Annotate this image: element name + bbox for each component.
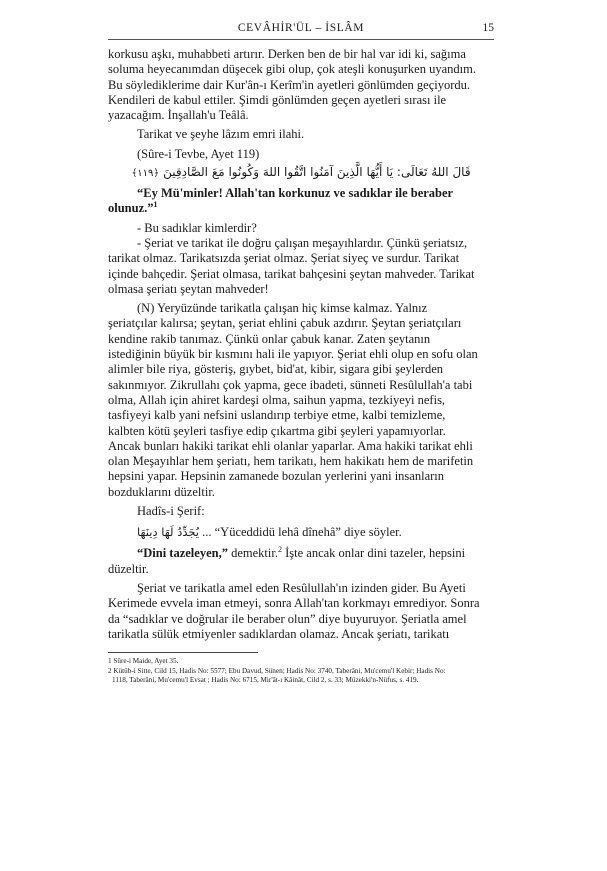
footnote-2-cont: 1118, Taberâni, Mu'cemu'l Evsat ; Hadis No: 6715, Mir'ât-ı Kâinât, Cild 2, s. 33; Müzekki'n-Nüfus, s. 419. (112, 676, 419, 685)
hadis-line (108, 523, 494, 542)
text-line: bozduklarını düzeltir. (108, 484, 215, 499)
ayah-number-mark: ﴿١١٩﴾ (131, 168, 160, 180)
header-rule (108, 39, 494, 40)
footnote-1: 1 Sûre-i Maide, Ayet 35. (108, 657, 179, 665)
arabic-verse-text: قَالَ اللهُ تَعَالَى: يَا أَيُّهَا الَّذِينَ آمَنُوا اتَّقُوا اللهَ وَكُونُوا مَعَ الصَّادِقِينَ (163, 165, 471, 180)
quote-end: olunuz.” (108, 201, 154, 216)
footnotes (108, 657, 494, 686)
text-line (108, 546, 494, 561)
text-line: olma, Allah için ahiret kardeşi olma, saihun yapma, tezkiyeyi nefis, (108, 392, 446, 407)
text-line: tasfiyeyi kalb yani nefsini uslandırıp terbiye etme, kalbi temizleme, (108, 408, 446, 423)
footnote-marker: 1 (153, 200, 158, 210)
text-line: tarikatla sülük etmiyenler sadıklardan olamaz. Ancak şeriatı, tarikatı (108, 626, 450, 641)
dini-paragraph (108, 546, 494, 577)
text-line: da “sadıklar ve doğrular ile beraber olun” diye buyuruyor. Şeriatla amel (108, 611, 467, 626)
arabic-verse (108, 163, 494, 183)
text-line (108, 201, 494, 216)
text-line: olan Meşayıhlar hem şeriatı, hem tarikatı, hem hakikatı hem de marifetin (108, 454, 474, 469)
note-paragraph (108, 301, 494, 500)
hadis-dots: ... (202, 525, 212, 540)
text-line: soluma heyecanımdan düşecek gibi olup, çok ateşli konuşurken uyandım. (108, 62, 476, 77)
text-line: yazacağım. İnşallah'u Teâlâ. (108, 108, 249, 123)
text-line: kalbten kötü şeyleri tasfiye edip çıkartma gibi şeyleri yapamıyorlar. (108, 423, 446, 438)
page-number: 15 (482, 22, 494, 34)
dini-text-cont: İşte ancak onlar dini tazeler, hepsini (281, 546, 466, 561)
text-line: istediğinin büyük bir kısmını hali ile yapıyor. Şeriat ehli olup en sofu olan (108, 347, 478, 362)
text-line: Kendileri de kabul ettiler. Şimdi gönlümden geçen ayetleri sırası ile (108, 92, 447, 107)
text-line: kendine rakib tanımaz. Çünkü onlar çabuk kanar. Zaten şeytanın (108, 331, 431, 346)
paragraph-dream (108, 47, 494, 123)
text-line: Kerimede evvela iman etmeyi, sonra Allah'tan korkmayı emrediyor. Sonra (108, 596, 480, 611)
text-line: korkusu aşkı, muhabbeti artırır. Derken ben de bir hal var idi ki, sağıma (108, 47, 466, 61)
text-line: hepsini yapar. Hepsinin zamanede bozulan yerlerini yani insanların (108, 469, 444, 484)
verse-reference: (Sûre-i Tevbe, Ayet 119) (137, 146, 260, 161)
text-line: olmasa şeriatı şeytan mahveder! (108, 281, 269, 296)
page-header (108, 22, 494, 44)
text-line: Şeriat ve tarikatla amel eden Resûlullah'ın izinden gider. Bu Ayeti (137, 580, 466, 595)
text-line: (N) Yeryüzünde tarikatla çalışan hiç kimse kalmaz. Yalnız (137, 301, 428, 316)
tarikat-heading: Tarikat ve şeyhe lâzım emri ilahi. (137, 127, 305, 142)
text-line: düzeltir. (108, 561, 149, 576)
text-line: - Şeriat ve tarikat ile doğru çalışan meşayıhlardır. Çünkü şeriatsız, (137, 235, 468, 250)
footnote-marker: 2 (277, 545, 282, 555)
hadis-label: Hadîs-i Şerif: (137, 504, 205, 519)
page-body (108, 47, 494, 642)
running-title: CEVÂHİR'ÜL – İSLÂM (237, 22, 365, 34)
text-line: sakınmıyor. Zikrullahı çok yapma, gece ibadeti, sünneti Resûlullah'a tabi (108, 377, 473, 392)
hadis-arabic: يُجَدِّدُ لَهَا دِينَهَا (137, 525, 199, 540)
text-line: alimler bile riya, gösteriş, gıybet, bid'at, kibir, sigara gibi şeylerden (108, 362, 443, 377)
footnote-rule (108, 652, 258, 653)
hadis-transliteration: “Yüceddidü lehâ dînehâ” diye söyler. (214, 525, 402, 540)
question-line: - Bu sadıklar kimlerdir? (137, 220, 257, 235)
text-line: Ancak bunları hakiki tarikat ehli olanlar yaparlar. Ama hakiki tarikat ehli (108, 438, 473, 453)
text-line: tarikat olmaz. Tarikatsızda şeriat olmaz. Şeriat siyeç ve surdur. Tarikat (108, 251, 460, 266)
text-line: içinde bahçedir. Şeriat olmasa, tarikat bahçesini şeytan mahveder. Tarikat (108, 266, 475, 281)
footnote-2: 2 Kütüb-i Sitte, Cild 15, Hadis No: 5577; Ebu Davud, Sünen; Hadis No: 3740, Taberâni, Mu'cemu'l Kebir; Hadis No: (108, 666, 446, 675)
last-paragraph (108, 581, 494, 642)
text-line: “Ey Mü'minler! Allah'tan korkunuz ve sadıklar ile beraber (137, 186, 454, 201)
dini-bold: “Dini tazeleyen,” (137, 546, 228, 561)
answer-paragraph (108, 236, 494, 297)
dini-text: demektir. (227, 546, 278, 561)
text-line: şeriatçılar kalırsa; şeytan, şeriat ehlini çabuk azdırır. Şeytan şeriatçıları (108, 316, 462, 331)
verse-translation (108, 186, 494, 217)
text-line: Bu söylediklerime dair Kur'ân-ı Kerîm'in ayetleri gönlümden geçiyordu. (108, 77, 471, 92)
